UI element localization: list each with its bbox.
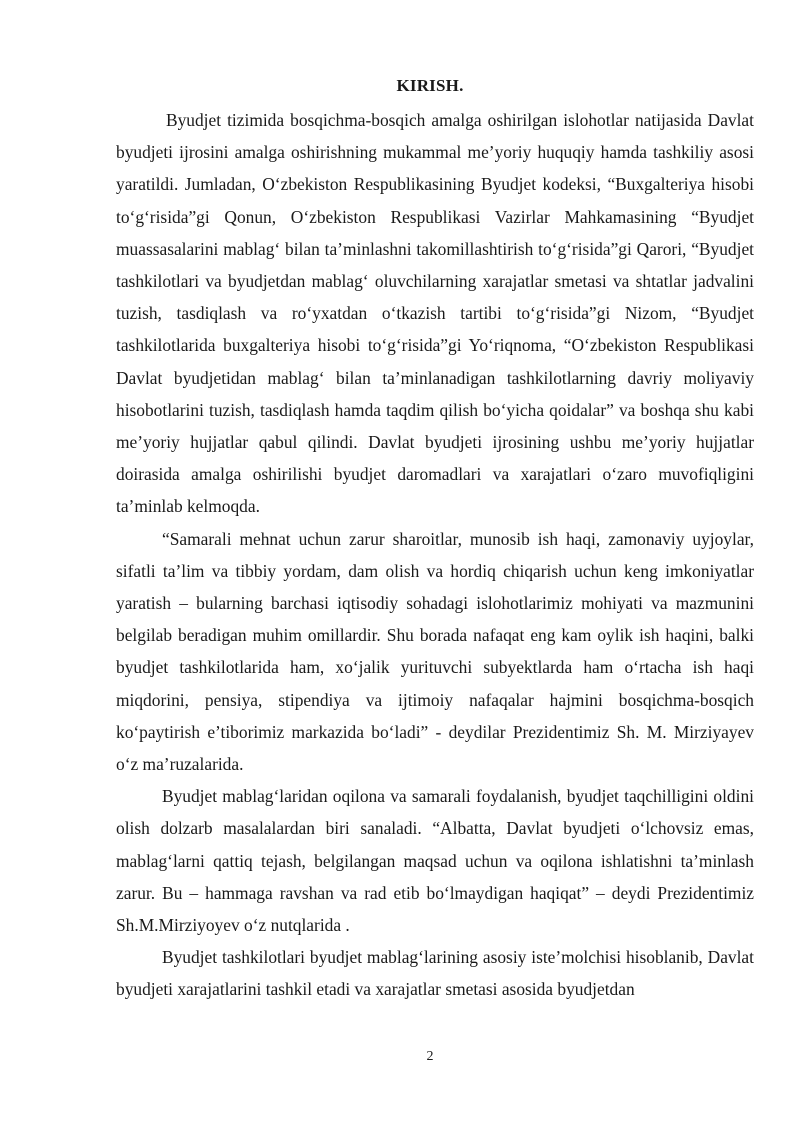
page-number: 2 bbox=[426, 1049, 434, 1064]
body-text bbox=[116, 104, 754, 1006]
paragraph: “Samarali mehnat uchun zarur sharoitlar, munosib ish haqi, zamonaviy uyjoylar, sifatli ta’lim va tibbiy yordam, dam olish va hordiq chiqarish uchun keng imkoniyatlar yaratish – bularning barchasi iqtisodiy sohadagi islohotlarimiz mohiyati va mazmunini belgilab beradigan muhim omillardir. Shu borada nafaqat eng kam oylik ish haqini, balki byudjet tashkilotlarida ham, xo‘jalik yurituvchi subyektlarda ham o‘rtacha ish haqi miqdorini, pensiya, stipendiya va ijtimoiy nafaqalar hajmini bosqichma-bosqich ko‘paytirish e’tiborimiz markazida bo‘ladi” - deydilar Prezidentimiz Sh. M. Mirziyayev o‘z ma’ruzalarida. bbox=[116, 528, 754, 775]
paragraph: Byudjet tashkilotlari byudjet mablag‘larining asosiy iste’molchisi hisoblanib, Davlat byudjeti xarajatlarini tashkil etadi va xarajatlar smetasi asosida byudjetdan bbox=[116, 947, 754, 1000]
page-title: KIRISH. bbox=[396, 76, 464, 95]
paragraph: Byudjet tizimida bosqichma-bosqich amalga oshirilgan islohotlar natijasida Davlat byudjeti ijrosini amalga oshirishning mukammal me’yoriy huquqiy hamda tashkiliy asosi yaratildi. Jumladan, O‘zbekiston Respublikasining Byudjet kodeksi, “Buxgalteriya hisobi to‘g‘risida”gi Qonun, O‘zbekiston Respublikasi Vazirlar Mahkamasining “Byudjet muassasalarini mablag‘ bilan ta’minlashni takomillashtirish to‘g‘risida”gi Qarori, “Byudjet tashkilotlari va byudjetdan mablag‘ oluvchilarning xarajatlar smetasi va shtatlar jadvalini tuzish, tasdiqlash va ro‘yxatdan o‘tkazish tartibi to‘g‘risida”gi Nizom, “Byudjet tashkilotlarida buxgalteriya hisobi to‘g‘risida”gi Yo‘riqnoma, “O‘zbekiston Respublikasi Davlat byudjetidan mablag‘ bilan ta’minlanadigan tashkilotlarning davriy moliyaviy hisobotlarini tuzish, tasdiqlash hamda taqdim qilish bo‘yicha qoidalar” va boshqa shu kabi me’yoriy hujjatlar qabul qilindi. Davlat byudjeti ijrosining ushbu me’yoriy hujjatlar doirasida amalga oshirilishi byudjet daromadlari va xarajatlari o‘zaro muvofiqligini ta’minlab kelmoqda. bbox=[116, 110, 754, 517]
paragraph: Byudjet mablag‘laridan oqilona va samarali foydalanish, byudjet taqchilligini oldini olish dolzarb masalalardan biri sanaladi. “Albatta, Davlat byudjeti o‘lchovsiz emas, mablag‘larni qattiq tejash, belgilangan maqsad uchun va oqilona ishlatishni ta’minlash zarur. Bu – hammaga ravshan va rad etib bo‘lmaydigan haqiqat” – deydi Prezidentimiz Sh.M.Mirziyoyev o‘z nutqlarida . bbox=[116, 786, 754, 936]
